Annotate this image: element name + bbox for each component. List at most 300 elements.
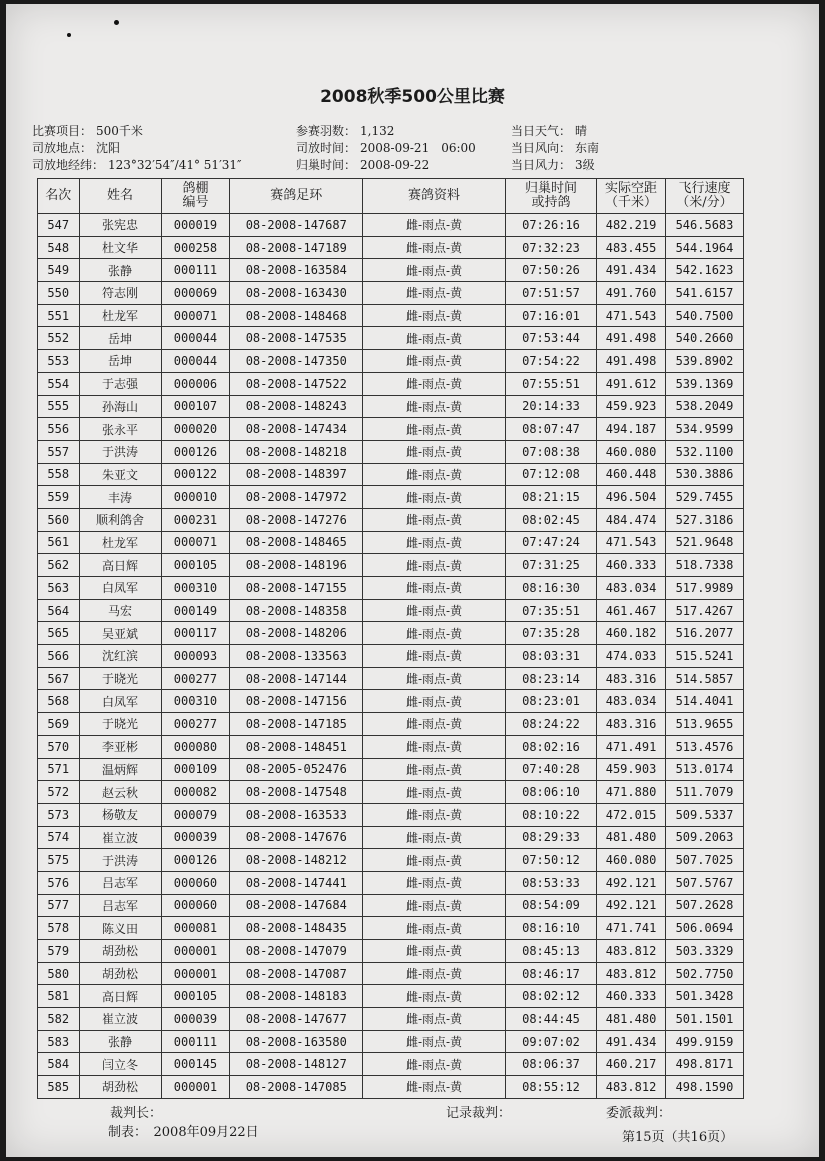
cell-rank: 563 (38, 577, 80, 600)
cell-ring: 08-2008-133563 (230, 645, 363, 668)
cell-speed: 509.5337 (665, 803, 743, 826)
footer-page-number: 第15页（共16页） (622, 1130, 734, 1145)
cell-loft: 000111 (161, 259, 230, 282)
cell-ring: 08-2008-147155 (230, 577, 363, 600)
cell-bird: 雌-雨点-黄 (363, 1030, 506, 1053)
cell-time: 08:44:45 (505, 1008, 596, 1031)
cell-ring: 08-2008-147144 (230, 667, 363, 690)
cell-distance: 461.467 (597, 599, 666, 622)
cell-speed: 501.3428 (665, 985, 743, 1008)
cell-speed: 530.3886 (665, 463, 743, 486)
cell-distance: 483.034 (597, 690, 666, 713)
cell-name: 白凤军 (79, 577, 161, 600)
cell-rank: 565 (38, 622, 80, 645)
cell-speed: 538.2049 (665, 395, 743, 418)
cell-name: 李亚彬 (79, 735, 161, 758)
cell-rank: 570 (38, 735, 80, 758)
cell-name: 张宪忠 (79, 214, 161, 237)
cell-ring: 08-2008-148397 (230, 463, 363, 486)
cell-speed: 546.5683 (665, 214, 743, 237)
cell-ring: 08-2008-147441 (230, 871, 363, 894)
cell-name: 胡劲松 (79, 962, 161, 985)
cell-time: 08:16:30 (505, 577, 596, 600)
cell-distance: 483.812 (597, 940, 666, 963)
cell-bird: 雌-雨点-黄 (363, 350, 506, 373)
cell-distance: 460.333 (597, 554, 666, 577)
cell-time: 07:50:12 (505, 849, 596, 872)
cell-name: 丰涛 (79, 486, 161, 509)
table-row (38, 214, 744, 237)
cell-bird: 雌-雨点-黄 (363, 372, 506, 395)
cell-speed: 511.7079 (665, 781, 743, 804)
info-label: 当日风力： (511, 158, 572, 172)
cell-bird: 雌-雨点-黄 (363, 282, 506, 305)
cell-distance: 459.903 (597, 758, 666, 781)
table-row (38, 1030, 744, 1053)
cell-rank: 567 (38, 667, 80, 690)
info-value: 3级 (575, 158, 595, 172)
cell-rank: 554 (38, 372, 80, 395)
info-label: 归巢时间： (296, 158, 357, 172)
cell-loft: 000107 (161, 395, 230, 418)
table-row (38, 531, 744, 554)
cell-time: 08:23:14 (505, 667, 596, 690)
info-label: 司放地点： (32, 141, 93, 155)
cell-loft: 000060 (161, 871, 230, 894)
document-page (6, 4, 819, 1157)
cell-bird: 雌-雨点-黄 (363, 1076, 506, 1099)
cell-bird: 雌-雨点-黄 (363, 440, 506, 463)
table-row (38, 781, 744, 804)
cell-name: 于晓光 (79, 713, 161, 736)
cell-name: 于洪涛 (79, 849, 161, 872)
header-speed (665, 179, 743, 214)
info-label: 比赛项目： (32, 124, 93, 138)
cell-distance: 483.034 (597, 577, 666, 600)
cell-loft: 000093 (161, 645, 230, 668)
cell-time: 07:35:51 (505, 599, 596, 622)
table-row (38, 304, 744, 327)
cell-ring: 08-2008-147972 (230, 486, 363, 509)
cell-ring: 08-2008-147079 (230, 940, 363, 963)
cell-time: 07:31:25 (505, 554, 596, 577)
cell-loft: 000039 (161, 826, 230, 849)
cell-rank: 569 (38, 713, 80, 736)
cell-bird: 雌-雨点-黄 (363, 645, 506, 668)
cell-bird: 雌-雨点-黄 (363, 259, 506, 282)
cell-rank: 574 (38, 826, 80, 849)
table-row (38, 826, 744, 849)
cell-distance: 492.121 (597, 871, 666, 894)
cell-loft: 000081 (161, 917, 230, 940)
cell-distance: 482.219 (597, 214, 666, 237)
cell-ring: 08-2008-148196 (230, 554, 363, 577)
cell-speed: 541.6157 (665, 282, 743, 305)
info-count (296, 122, 394, 139)
cell-bird: 雌-雨点-黄 (363, 758, 506, 781)
cell-loft: 000001 (161, 940, 230, 963)
cell-rank: 548 (38, 236, 80, 259)
cell-name: 温炳辉 (79, 758, 161, 781)
info-value: 东南 (575, 141, 600, 155)
cell-loft: 000044 (161, 327, 230, 350)
cell-rank: 571 (38, 758, 80, 781)
cell-loft: 000044 (161, 350, 230, 373)
cell-bird: 雌-雨点-黄 (363, 849, 506, 872)
info-label: 当日天气： (511, 124, 572, 138)
cell-loft: 000019 (161, 214, 230, 237)
cell-rank: 547 (38, 214, 80, 237)
cell-time: 07:47:24 (505, 531, 596, 554)
cell-bird: 雌-雨点-黄 (363, 531, 506, 554)
info-value: 晴 (575, 124, 588, 138)
cell-distance: 460.182 (597, 622, 666, 645)
cell-time: 08:45:13 (505, 940, 596, 963)
table-row (38, 259, 744, 282)
cell-bird: 雌-雨点-黄 (363, 1008, 506, 1031)
cell-loft: 000006 (161, 372, 230, 395)
cell-time: 07:08:38 (505, 440, 596, 463)
info-label: 当日风向： (511, 141, 572, 155)
info-label: 司放时间： (296, 141, 357, 155)
header-speed-line2: （米/分） (676, 195, 733, 210)
cell-time: 07:32:23 (505, 236, 596, 259)
cell-bird: 雌-雨点-黄 (363, 894, 506, 917)
table-row (38, 758, 744, 781)
table-row (38, 645, 744, 668)
cell-loft: 000258 (161, 236, 230, 259)
cell-ring: 08-2008-147535 (230, 327, 363, 350)
cell-time: 07:50:26 (505, 259, 596, 282)
cell-name: 张永平 (79, 418, 161, 441)
cell-rank: 553 (38, 350, 80, 373)
cell-loft: 000277 (161, 713, 230, 736)
cell-bird: 雌-雨点-黄 (363, 599, 506, 622)
table-row (38, 599, 744, 622)
cell-time: 20:14:33 (505, 395, 596, 418)
cell-ring: 08-2008-147185 (230, 713, 363, 736)
cell-distance: 491.760 (597, 282, 666, 305)
header-distance (597, 179, 666, 214)
cell-ring: 08-2008-147350 (230, 350, 363, 373)
cell-speed: 540.7500 (665, 304, 743, 327)
cell-loft: 000231 (161, 508, 230, 531)
table-row (38, 372, 744, 395)
cell-speed: 517.9989 (665, 577, 743, 600)
header-name: 姓名 (79, 179, 161, 214)
cell-name: 岳坤 (79, 350, 161, 373)
cell-speed: 507.5767 (665, 871, 743, 894)
cell-loft: 000310 (161, 577, 230, 600)
cell-distance: 491.498 (597, 350, 666, 373)
cell-bird: 雌-雨点-黄 (363, 735, 506, 758)
cell-loft: 000082 (161, 781, 230, 804)
cell-time: 08:02:12 (505, 985, 596, 1008)
cell-time: 08:06:37 (505, 1053, 596, 1076)
cell-ring: 08-2008-163430 (230, 282, 363, 305)
footer-record-judge: 记录裁判： (446, 1106, 512, 1121)
table-row (38, 962, 744, 985)
cell-speed: 513.4576 (665, 735, 743, 758)
header-loft-line1: 鸽棚 (182, 181, 209, 196)
cell-distance: 460.333 (597, 985, 666, 1008)
cell-name: 杨敬友 (79, 803, 161, 826)
cell-ring: 08-2008-147156 (230, 690, 363, 713)
cell-time: 08:21:15 (505, 486, 596, 509)
cell-name: 吴亚斌 (79, 622, 161, 645)
cell-rank: 550 (38, 282, 80, 305)
cell-bird: 雌-雨点-黄 (363, 713, 506, 736)
cell-ring: 08-2008-147189 (230, 236, 363, 259)
cell-distance: 460.080 (597, 849, 666, 872)
cell-name: 高日辉 (79, 554, 161, 577)
info-coords (32, 156, 242, 173)
table-row (38, 690, 744, 713)
cell-bird: 雌-雨点-黄 (363, 214, 506, 237)
cell-ring: 08-2008-147676 (230, 826, 363, 849)
cell-rank: 577 (38, 894, 80, 917)
cell-ring: 08-2008-148451 (230, 735, 363, 758)
cell-ring: 08-2008-148183 (230, 985, 363, 1008)
footer-prepared-date: 制表： 2008年09月22日 (108, 1125, 259, 1140)
cell-loft: 000001 (161, 1076, 230, 1099)
table-row (38, 622, 744, 645)
cell-time: 08:10:22 (505, 803, 596, 826)
header-rank: 名次 (38, 179, 80, 214)
cell-distance: 460.448 (597, 463, 666, 486)
cell-rank: 581 (38, 985, 80, 1008)
cell-name: 马宏 (79, 599, 161, 622)
cell-distance: 491.434 (597, 259, 666, 282)
cell-rank: 559 (38, 486, 80, 509)
cell-loft: 000039 (161, 1008, 230, 1031)
cell-distance: 491.498 (597, 327, 666, 350)
cell-name: 孙海山 (79, 395, 161, 418)
cell-speed: 499.9159 (665, 1030, 743, 1053)
cell-rank: 555 (38, 395, 80, 418)
cell-distance: 483.812 (597, 1076, 666, 1099)
cell-time: 07:54:22 (505, 350, 596, 373)
cell-rank: 584 (38, 1053, 80, 1076)
cell-distance: 483.455 (597, 236, 666, 259)
cell-loft: 000145 (161, 1053, 230, 1076)
info-value: 1,132 (360, 124, 395, 138)
ink-speck (67, 33, 71, 37)
cell-time: 08:02:16 (505, 735, 596, 758)
cell-speed: 544.1964 (665, 236, 743, 259)
table-row (38, 803, 744, 826)
cell-bird: 雌-雨点-黄 (363, 622, 506, 645)
info-wind-direction (511, 139, 599, 156)
cell-speed: 507.7025 (665, 849, 743, 872)
cell-rank: 551 (38, 304, 80, 327)
cell-rank: 573 (38, 803, 80, 826)
table-row (38, 871, 744, 894)
cell-distance: 459.923 (597, 395, 666, 418)
cell-bird: 雌-雨点-黄 (363, 463, 506, 486)
cell-speed: 534.9599 (665, 418, 743, 441)
cell-speed: 540.2660 (665, 327, 743, 350)
cell-bird: 雌-雨点-黄 (363, 781, 506, 804)
cell-speed: 502.7750 (665, 962, 743, 985)
ink-speck (114, 20, 119, 25)
header-distance-line2: （千米） (605, 195, 658, 210)
cell-ring: 08-2008-148243 (230, 395, 363, 418)
info-value: 123°32′54″/41° 51′31″ (108, 158, 242, 172)
cell-ring: 08-2008-148468 (230, 304, 363, 327)
table-row (38, 463, 744, 486)
cell-distance: 471.491 (597, 735, 666, 758)
cell-ring: 08-2008-163533 (230, 803, 363, 826)
cell-bird: 雌-雨点-黄 (363, 395, 506, 418)
cell-speed: 498.1590 (665, 1076, 743, 1099)
cell-ring: 08-2008-147548 (230, 781, 363, 804)
cell-ring: 08-2008-148206 (230, 622, 363, 645)
cell-name: 张静 (79, 259, 161, 282)
cell-rank: 556 (38, 418, 80, 441)
table-row (38, 894, 744, 917)
info-return-time (296, 156, 429, 173)
cell-rank: 582 (38, 1008, 80, 1031)
info-label: 司放地经纬： (32, 158, 105, 172)
cell-ring: 08-2008-147522 (230, 372, 363, 395)
cell-bird: 雌-雨点-黄 (363, 871, 506, 894)
cell-bird: 雌-雨点-黄 (363, 962, 506, 985)
cell-name: 于志强 (79, 372, 161, 395)
cell-rank: 558 (38, 463, 80, 486)
cell-rank: 572 (38, 781, 80, 804)
cell-rank: 579 (38, 940, 80, 963)
results-table (37, 178, 744, 1099)
table-row (38, 985, 744, 1008)
info-item (32, 122, 143, 139)
cell-name: 崔立波 (79, 1008, 161, 1031)
header-time-line2: 或持鸽 (531, 195, 571, 210)
table-row (38, 713, 744, 736)
cell-time: 08:03:31 (505, 645, 596, 668)
cell-loft: 000080 (161, 735, 230, 758)
cell-speed: 501.1501 (665, 1008, 743, 1031)
table-row (38, 327, 744, 350)
cell-rank: 578 (38, 917, 80, 940)
cell-ring: 08-2008-148435 (230, 917, 363, 940)
info-weather (511, 122, 587, 139)
cell-speed: 503.3329 (665, 940, 743, 963)
cell-loft: 000071 (161, 531, 230, 554)
cell-bird: 雌-雨点-黄 (363, 803, 506, 826)
page-title: 2008秋季500公里比赛 (320, 87, 505, 107)
info-release-place (32, 139, 120, 156)
cell-name: 朱亚文 (79, 463, 161, 486)
cell-ring: 08-2005-052476 (230, 758, 363, 781)
table-row (38, 486, 744, 509)
cell-speed: 542.1623 (665, 259, 743, 282)
cell-loft: 000001 (161, 962, 230, 985)
header-loft (161, 179, 230, 214)
footer-chief-judge: 裁判长： (110, 1106, 163, 1121)
cell-loft: 000079 (161, 803, 230, 826)
table-row (38, 1053, 744, 1076)
cell-name: 于晓光 (79, 667, 161, 690)
cell-distance: 481.480 (597, 1008, 666, 1031)
cell-name: 于洪涛 (79, 440, 161, 463)
cell-loft: 000117 (161, 622, 230, 645)
cell-loft: 000126 (161, 440, 230, 463)
cell-loft: 000126 (161, 849, 230, 872)
table-row (38, 849, 744, 872)
cell-name: 崔立波 (79, 826, 161, 849)
cell-bird: 雌-雨点-黄 (363, 554, 506, 577)
cell-bird: 雌-雨点-黄 (363, 508, 506, 531)
cell-name: 符志刚 (79, 282, 161, 305)
cell-rank: 580 (38, 962, 80, 985)
cell-time: 07:12:08 (505, 463, 596, 486)
cell-speed: 516.2077 (665, 622, 743, 645)
cell-speed: 509.2063 (665, 826, 743, 849)
cell-ring: 08-2008-147085 (230, 1076, 363, 1099)
cell-distance: 484.474 (597, 508, 666, 531)
table-row (38, 554, 744, 577)
cell-name: 岳坤 (79, 327, 161, 350)
cell-time: 08:54:09 (505, 894, 596, 917)
cell-rank: 552 (38, 327, 80, 350)
footer-delegate-judge: 委派裁判： (606, 1106, 672, 1121)
table-row (38, 1008, 744, 1031)
cell-distance: 471.741 (597, 917, 666, 940)
cell-rank: 562 (38, 554, 80, 577)
cell-time: 07:53:44 (505, 327, 596, 350)
cell-ring: 08-2008-163580 (230, 1030, 363, 1053)
cell-rank: 585 (38, 1076, 80, 1099)
cell-ring: 08-2008-148358 (230, 599, 363, 622)
cell-speed: 532.1100 (665, 440, 743, 463)
cell-ring: 08-2008-148127 (230, 1053, 363, 1076)
table-row (38, 282, 744, 305)
cell-rank: 576 (38, 871, 80, 894)
table-row (38, 667, 744, 690)
header-ring: 赛鸽足环 (230, 179, 363, 214)
cell-bird: 雌-雨点-黄 (363, 327, 506, 350)
cell-time: 08:23:01 (505, 690, 596, 713)
cell-loft: 000020 (161, 418, 230, 441)
cell-speed: 518.7338 (665, 554, 743, 577)
cell-speed: 507.2628 (665, 894, 743, 917)
cell-distance: 472.015 (597, 803, 666, 826)
cell-distance: 483.316 (597, 667, 666, 690)
cell-speed: 513.9655 (665, 713, 743, 736)
table-row (38, 577, 744, 600)
cell-speed: 527.3186 (665, 508, 743, 531)
cell-loft: 000060 (161, 894, 230, 917)
cell-speed: 506.0694 (665, 917, 743, 940)
cell-time: 08:46:17 (505, 962, 596, 985)
cell-distance: 483.316 (597, 713, 666, 736)
info-value: 沈阳 (96, 141, 121, 155)
info-wind-force (511, 156, 595, 173)
cell-rank: 568 (38, 690, 80, 713)
table-row (38, 350, 744, 373)
cell-loft: 000310 (161, 690, 230, 713)
cell-bird: 雌-雨点-黄 (363, 985, 506, 1008)
cell-bird: 雌-雨点-黄 (363, 917, 506, 940)
cell-bird: 雌-雨点-黄 (363, 304, 506, 327)
cell-time: 07:55:51 (505, 372, 596, 395)
cell-rank: 557 (38, 440, 80, 463)
cell-bird: 雌-雨点-黄 (363, 577, 506, 600)
cell-loft: 000105 (161, 554, 230, 577)
table-row (38, 917, 744, 940)
cell-speed: 513.0174 (665, 758, 743, 781)
